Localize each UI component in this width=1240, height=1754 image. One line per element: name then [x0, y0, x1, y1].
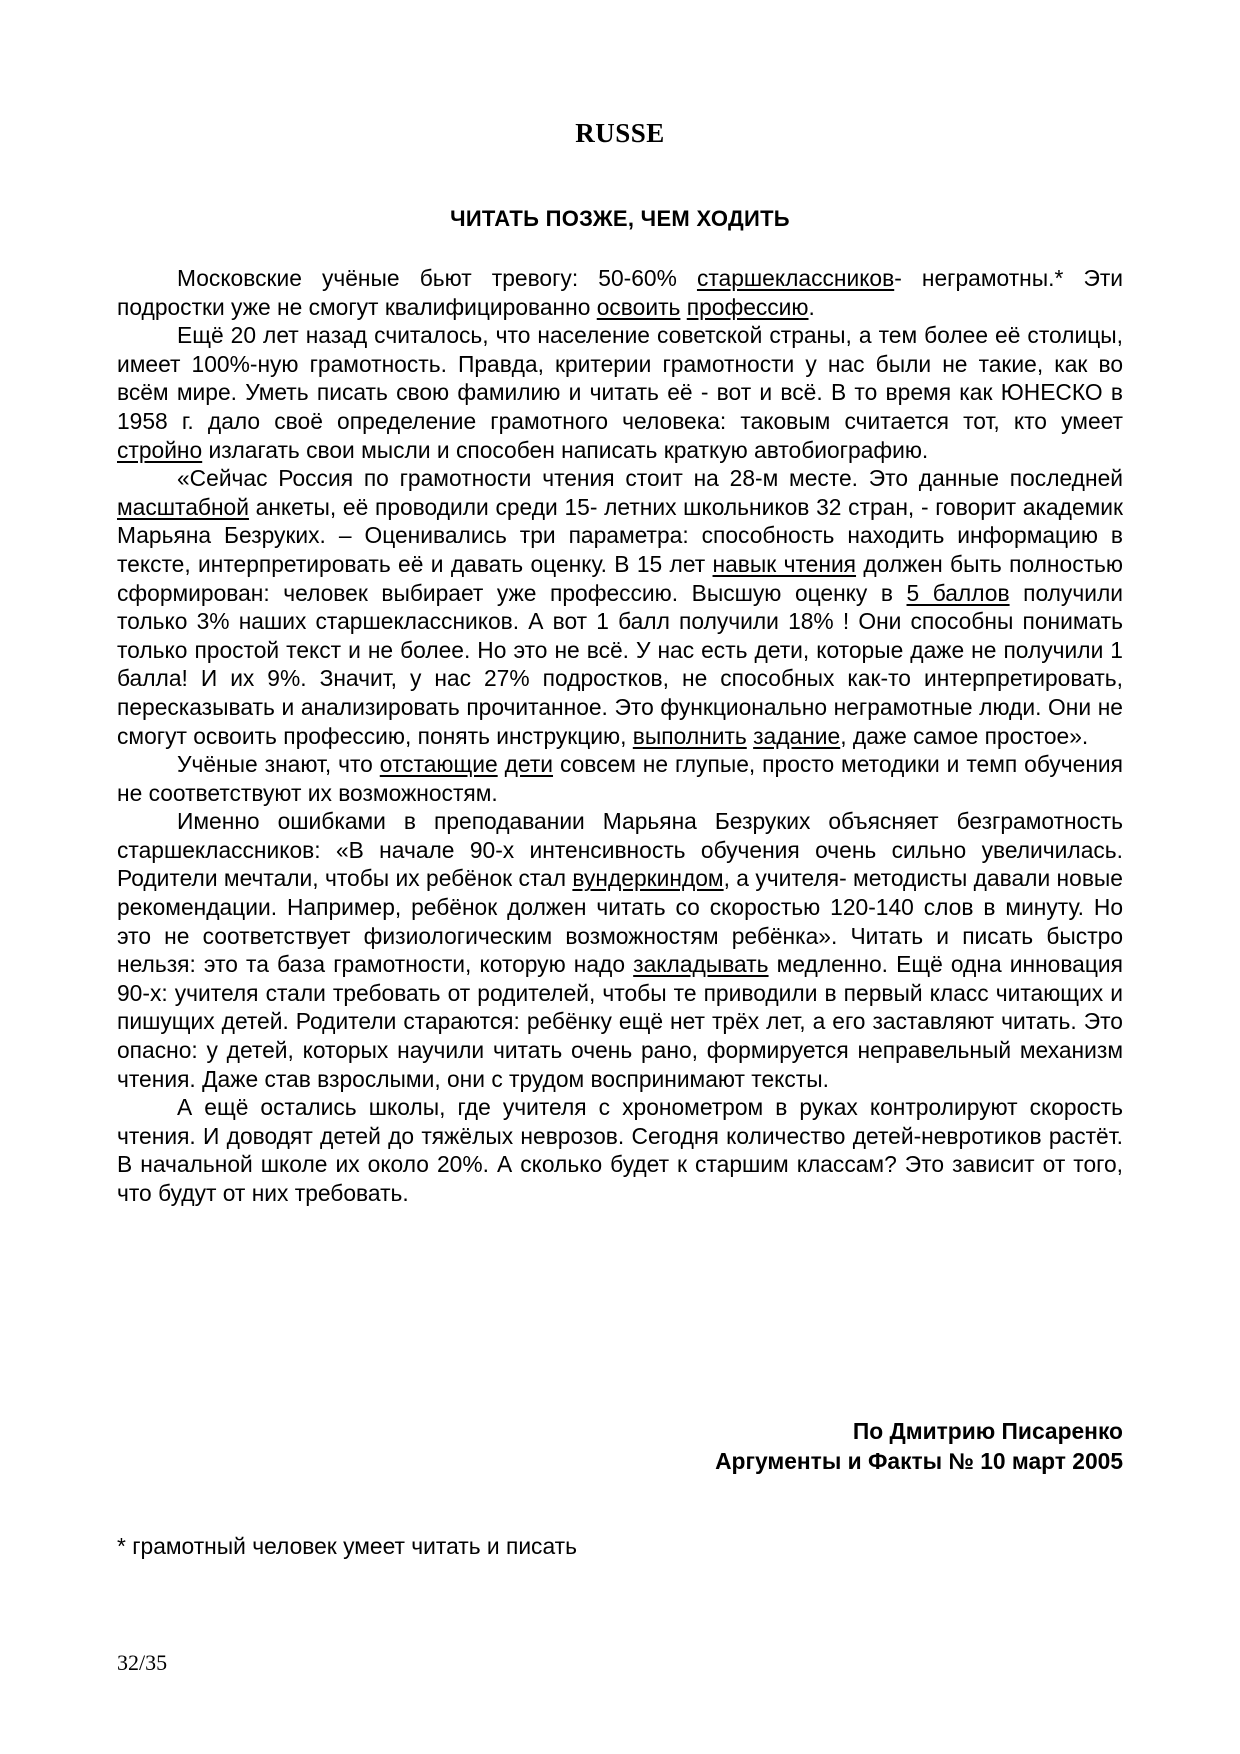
text-segment: получили только 3% наших старшеклассников. А вот 1 балл получили 18% ! Они способны понимать только простой текст и не более. Но это не всё. У нас есть дети, которые даже не получили 1 балла! И их 9%. Значит, у нас 27% подростков, не способных как-то интерпретировать, пересказывать и анализировать прочитанное. Это функционально неграмотные люди. Они не смогут освоить профессию, понять инструкцию, [117, 579, 1123, 749]
text-segment: должен быть полностью сформирован: человек выбирает уже профессию. Высшую оценку в [117, 550, 1124, 606]
text-segment: А ещё остались школы, где учителя с хронометром в руках контролируют скорость чтения. И доводят детей до тяжёлых неврозов. Сегодня количество детей-невротиков растёт. В начальной школе их около 20%. А сколько будет к старшим классам? Это зависит от того, что будут от них требовать. [117, 1094, 1123, 1206]
text-segment: Именно ошибками в преподавании Марьяна Безруких объясняет безграмотность старшеклассников: «В начале 90-х интенсивность обучения очень сильно увеличилась. Родители мечтали, чтобы их ребёнок стал [117, 808, 1123, 892]
text-segment [498, 751, 505, 777]
underlined-word: вундеркиндом [572, 865, 724, 892]
underlined-word: стройно [117, 436, 203, 463]
underlined-word: навык чтения [712, 550, 857, 577]
text-segment: совсем не глупые, просто методики и темп обучения не соответствуют их возможностям. [117, 751, 1123, 806]
text-segment: анкеты, её проводили среди 15- летних школьников 32 стран, - говорит академик Марьяна Безруких. – Оценивались три параметра: способность находить информацию в тексте, интерпретировать её и давать оценку. В 15 лет [117, 493, 1123, 577]
underlined-word: отстающие [379, 751, 498, 778]
article-title: ЧИТАТЬ ПОЗЖЕ, ЧЕМ ХОДИТЬ [450, 206, 790, 231]
text-segment: Ещё 20 лет назад считалось, что население советской страны, а тем более её столицы, имеет 100%-ную грамотность. Правда, критерии грамотности у нас были не такие, как во всём мире. Уметь писать свою фамилию и читать её - вот и всё. В то время как ЮНЕСКО в 1958 г. дало своё определение грамотного человека: таковым считается тот, кто умеет [117, 322, 1123, 434]
signature-block [715, 1416, 1123, 1476]
text-segment: Московские учёные бьют тревогу: 50-60% [177, 265, 697, 291]
paragraph-1 [117, 264, 1123, 321]
underlined-word: дети [504, 751, 554, 778]
page-number: 32/35 [117, 1650, 168, 1675]
underlined-word: задание [753, 722, 841, 749]
paragraph-4 [117, 750, 1123, 807]
text-segment: , даже самое простое». [840, 722, 1089, 749]
subject-heading: RUSSE [575, 118, 665, 148]
underlined-word: 5 баллов [906, 579, 1010, 606]
text-segment: , а учителя- методисты давали новые рекомендации. Например, ребёнок должен читать со скоростью 120-140 слов в минуту. Но это не соответствует физиологическим возможностям ребёнка». Читать и писать быстро нельзя: это та база грамотности, которую надо [117, 865, 1123, 978]
underlined-word: старшеклассников [696, 265, 895, 291]
text-segment: медленно. Ещё одна инновация 90-х: учителя стали требовать от родителей, чтобы те приводили в первый класс читающих и пишущих детей. Родители стараются: ребёнку ещё нет трёх лет, а его заставляют читать. Это опасно: у детей, которых научили читать очень рано, формируется неправельный механизм чтения. Даже став взрослыми, они с трудом воспринимают тексты. [117, 951, 1124, 1092]
underlined-word: выполнить [632, 722, 747, 749]
text-segment: Учёные знают, что [177, 751, 380, 778]
underlined-word: профессию [686, 293, 809, 320]
text-segment: - неграмотны.* Эти подростки уже не смогут квалифицированно [117, 265, 1123, 320]
text-segment: «Сейчас Россия по грамотности чтения стоит на 28-м месте. Это данные последней [177, 465, 1123, 492]
underlined-word: закладывать [633, 951, 769, 978]
underlined-word: освоить [596, 293, 681, 320]
text-segment: излагать свои мысли и способен написать краткую автобиографию. [202, 436, 929, 463]
paragraph-2 [117, 321, 1123, 464]
source-line: Аргументы и Факты № 10 март 2005 [715, 1448, 1123, 1474]
paragraph-3 [117, 464, 1123, 750]
author-line: По Дмитрию Писаренко [852, 1418, 1123, 1444]
footnote: * грамотный человек умеет читать и писать [117, 1533, 577, 1559]
paragraph-5 [117, 807, 1123, 1093]
article-body [117, 264, 1123, 1208]
paragraph-6 [117, 1093, 1123, 1207]
underlined-word: масштабной [117, 493, 249, 520]
text-segment: . [808, 293, 815, 320]
